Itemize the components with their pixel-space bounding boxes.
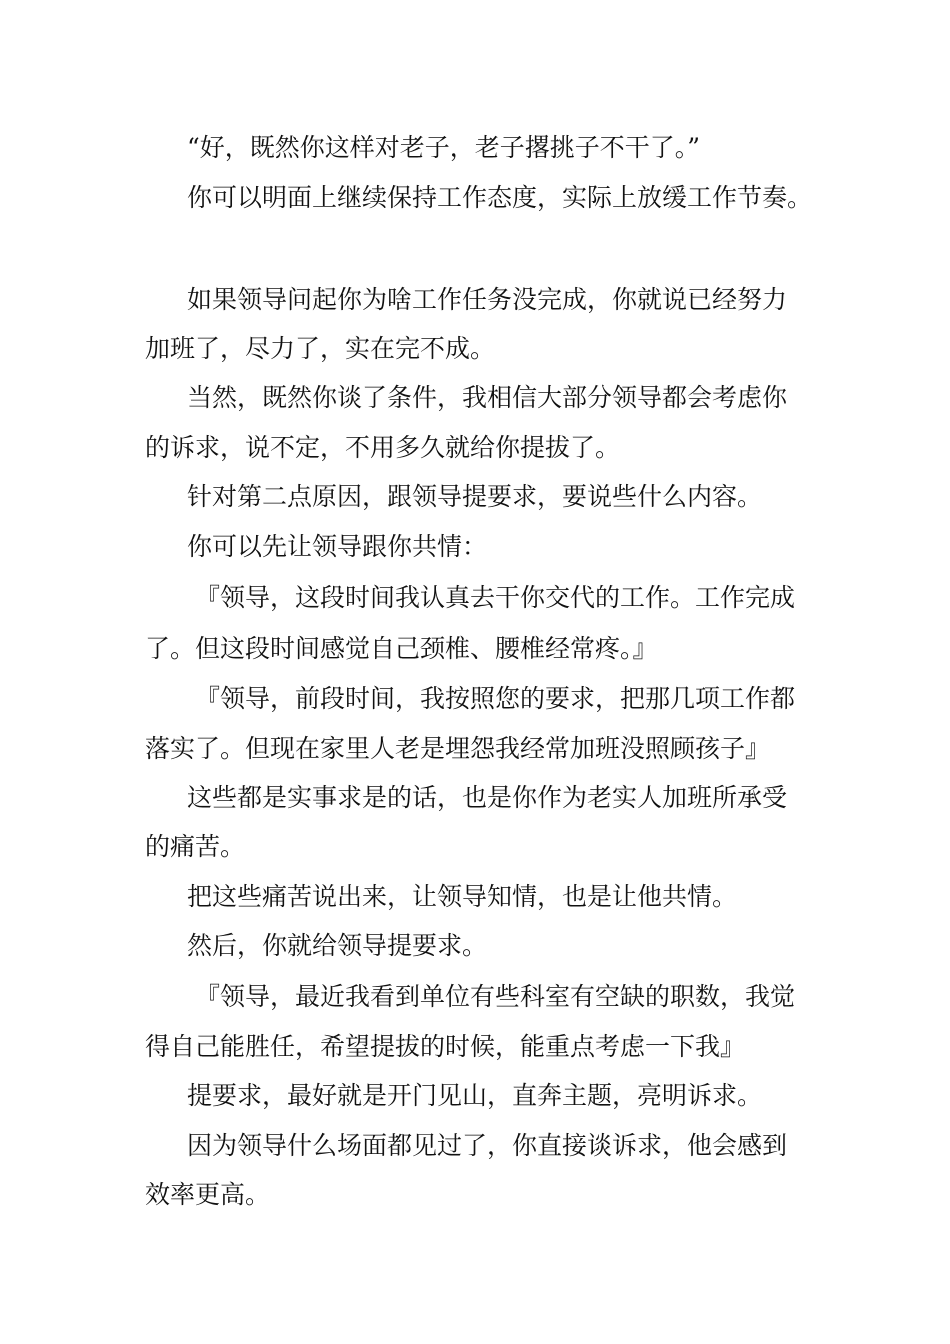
paragraph-line: 当然，既然你谈了条件，我相信大部分领导都会考虑你 — [187, 383, 788, 412]
paragraph-line: 这些都是实事求是的话，也是你作为老实人加班所承受 — [187, 783, 788, 812]
paragraph-line: 因为领导什么场面都见过了，你直接谈诉求，他会感到 — [187, 1131, 788, 1160]
paragraph-line: 加班了，尽力了，实在完不成。 — [145, 334, 496, 363]
quote-line: 『领导，最近我看到单位有些科室有空缺的职数，我觉 — [195, 982, 796, 1011]
quote-line: 落实了。但现在家里人老是埋怨我经常加班没照顾孩子』 — [145, 734, 771, 763]
paragraph-line: 你可以明面上继续保持工作态度，实际上放缓工作节奏。 — [187, 183, 813, 212]
paragraph-line: 提要求，最好就是开门见山，直奔主题，亮明诉求。 — [187, 1081, 763, 1110]
quote-line: 得自己能胜任，希望提拔的时候，能重点考虑一下我』 — [145, 1032, 746, 1061]
quote-line: 了。但这段时间感觉自己颈椎、腰椎经常疼。』 — [145, 634, 658, 663]
paragraph-line: 把这些痛苦说出来，让领导知情，也是让他共情。 — [187, 882, 738, 911]
paragraph-line: 你可以先让领导跟你共情： — [187, 532, 488, 561]
paragraph-line: 针对第二点原因，跟领导提要求，要说些什么内容。 — [187, 482, 763, 511]
paragraph-line: 效率更高。 — [145, 1180, 271, 1209]
paragraph-line: 然后，你就给领导提要求。 — [187, 931, 488, 960]
quote-line: 『领导，前段时间，我按照您的要求，把那几项工作都 — [195, 684, 796, 713]
paragraph-line: 的痛苦。 — [145, 832, 246, 861]
paragraph-line: “好，既然你这样对老子，老子撂挑子不干了。” — [187, 133, 701, 162]
paragraph-line: 如果领导问起你为啥工作任务没完成，你就说已经努力 — [187, 285, 788, 314]
quote-line: 『领导，这段时间我认真去干你交代的工作。工作完成 — [195, 583, 796, 612]
paragraph-line: 的诉求，说不定，不用多久就给你提拔了。 — [145, 433, 621, 462]
